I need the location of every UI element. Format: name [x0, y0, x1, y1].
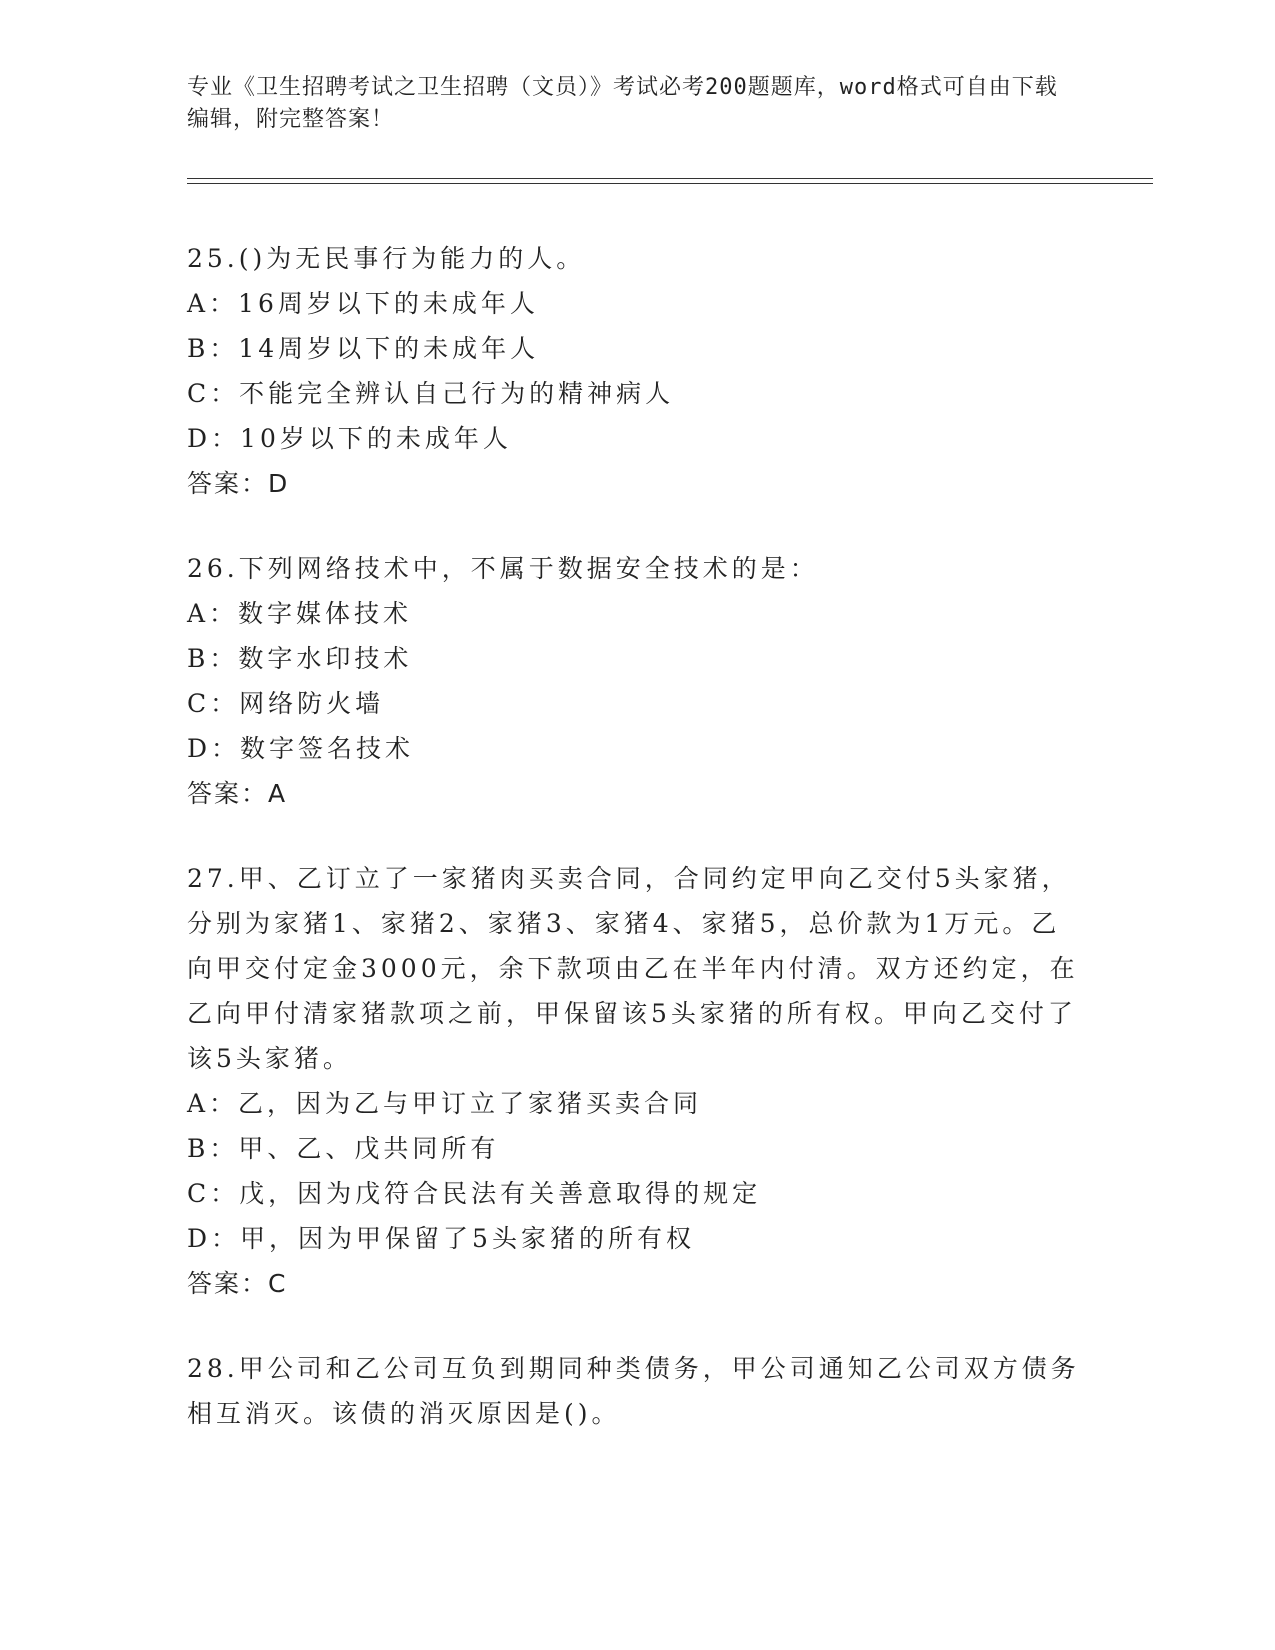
option-d: D：甲，因为甲保留了5头家猪的所有权	[187, 1224, 695, 1253]
option-c: C：网络防火墙	[187, 689, 385, 718]
option-b: B：数字水印技术	[187, 644, 413, 673]
question-28	[187, 1346, 1087, 1436]
question-list	[187, 236, 1087, 1476]
option-b: B：14周岁以下的未成年人	[187, 334, 540, 363]
document-header: 专业《卫生招聘考试之卫生招聘（文员）》考试必考200题题库，word格式可自由下载编辑，附完整答案！	[187, 75, 1058, 132]
option-d: D：10岁以下的未成年人	[187, 424, 512, 453]
option-d: D：数字签名技术	[187, 734, 415, 763]
option-a: A：16周岁以下的未成年人	[187, 289, 539, 318]
answer-line: 答案：A	[187, 779, 288, 808]
question-stem: 25.()为无民事行为能力的人。	[187, 244, 586, 273]
header-divider-top	[187, 178, 1153, 179]
option-c: C：不能完全辨认自己行为的精神病人	[187, 379, 675, 408]
header-divider-bottom	[187, 183, 1153, 184]
option-c: C：戊，因为戊符合民法有关善意取得的规定	[187, 1179, 762, 1208]
option-a: A：数字媒体技术	[187, 599, 413, 628]
question-26	[187, 546, 1087, 816]
option-b: B：甲、乙、戊共同所有	[187, 1134, 500, 1163]
answer-line: 答案：D	[187, 469, 290, 498]
question-stem: 27.甲、乙订立了一家猪肉买卖合同，合同约定甲向乙交付5头家猪，分别为家猪1、家猪2、家猪3、家猪4、家猪5，总价款为1万元。乙向甲交付定金3000元，余下款项由乙在半年内付清。双方还约定，在乙向甲付清家猪款项之前，甲保留该5头家猪的所有权。甲向乙交付了该5头家猪。	[187, 864, 1079, 1073]
question-stem: 26.下列网络技术中，不属于数据安全技术的是：	[187, 554, 819, 583]
question-25	[187, 236, 1087, 506]
question-stem: 28.甲公司和乙公司互负到期同种类债务，甲公司通知乙公司双方债务相互消灭。该债的消灭原因是()。	[187, 1354, 1080, 1428]
option-a: A：乙，因为乙与甲订立了家猪买卖合同	[187, 1089, 703, 1118]
answer-line: 答案：C	[187, 1269, 288, 1298]
question-27	[187, 856, 1087, 1306]
